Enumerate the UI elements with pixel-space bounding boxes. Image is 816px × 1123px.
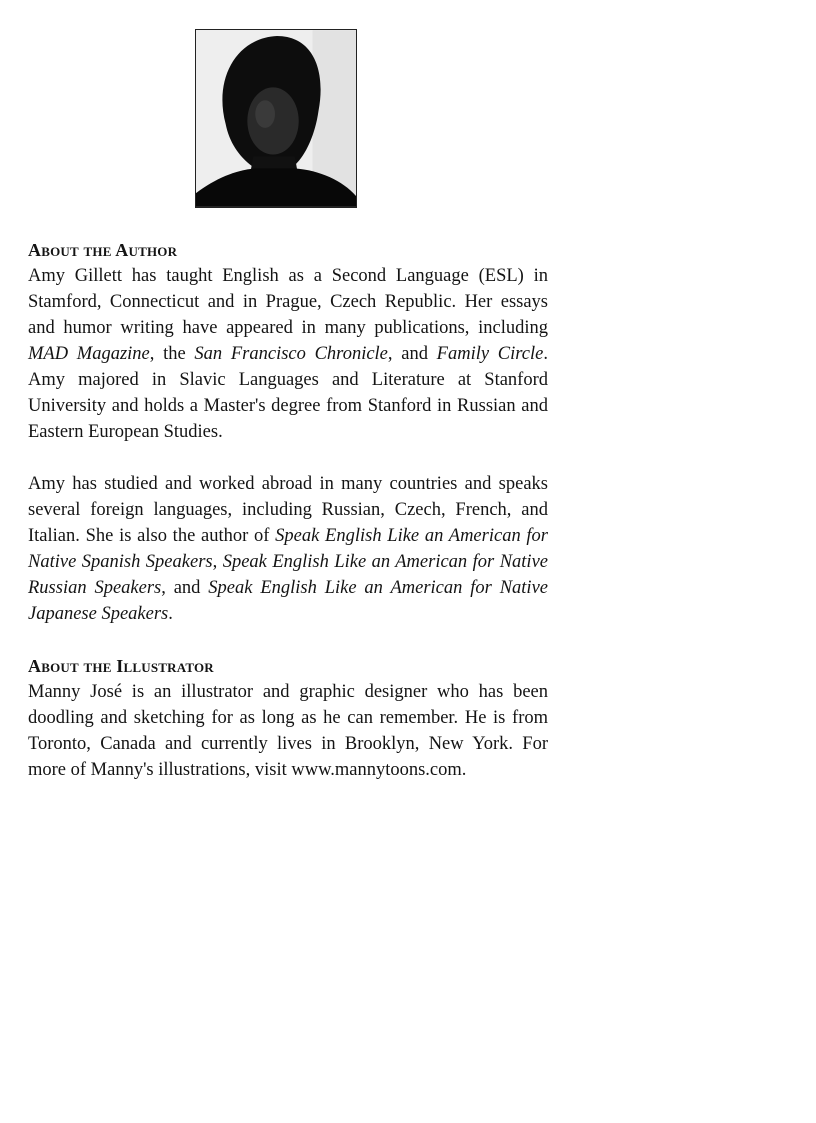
publication-title: Family Circle (436, 344, 544, 364)
author-photo (195, 29, 357, 208)
author-bio-paragraph-2 (28, 471, 548, 627)
publication-title: MAD Magazine (28, 344, 150, 364)
author-bio-text: , and (387, 344, 437, 364)
author-portrait-icon (196, 30, 356, 207)
book-title: Speak English Like an American for Native Japanese Speakers (28, 578, 548, 624)
illustrator-bio-paragraph: Manny José is an illustrator and graphic designer who has been doodling and sketching for as long as he can remember. He is from Toronto, Canada and currently lives in Brooklyn, New York. For more of Manny's illustrations, visit www.mannytoons.com. (28, 682, 548, 780)
paragraph-spacer (28, 445, 548, 471)
author-bio-text: . (168, 604, 173, 624)
about-content (28, 237, 548, 783)
about-illustrator-heading: About the Illustrator (28, 656, 214, 676)
author-bio-text: , the (149, 344, 195, 364)
about-author-heading: About the Author (28, 240, 178, 260)
author-bio-text: Amy Gillett has taught English as a Second Language (ESL) in Stamford, Connecticut and in Prague, Czech Republic. Her essays and humor writing have appeared in many publications, including (28, 266, 548, 338)
author-bio-text: Amy has studied and worked abroad in many countries and speaks several foreign languages, including Russian, Czech, French, and Italian. She is also the author of (28, 474, 548, 546)
author-bio-text: . Amy majored in Slavic Languages and Literature at Stanford University and holds a Master's degree from Stanford in Russian and Eastern European Studies. (28, 344, 548, 442)
paragraph-spacer (28, 627, 548, 653)
author-bio-text: , and (161, 578, 209, 598)
book-title: Speak English Like an American for Native Russian Speakers (28, 552, 548, 598)
book-title: Speak English Like an American for Native Spanish Speakers (28, 526, 549, 572)
author-bio-paragraph-1 (28, 263, 548, 445)
author-bio-text: , (212, 552, 223, 572)
publication-title: San Francisco Chronicle (194, 344, 388, 364)
